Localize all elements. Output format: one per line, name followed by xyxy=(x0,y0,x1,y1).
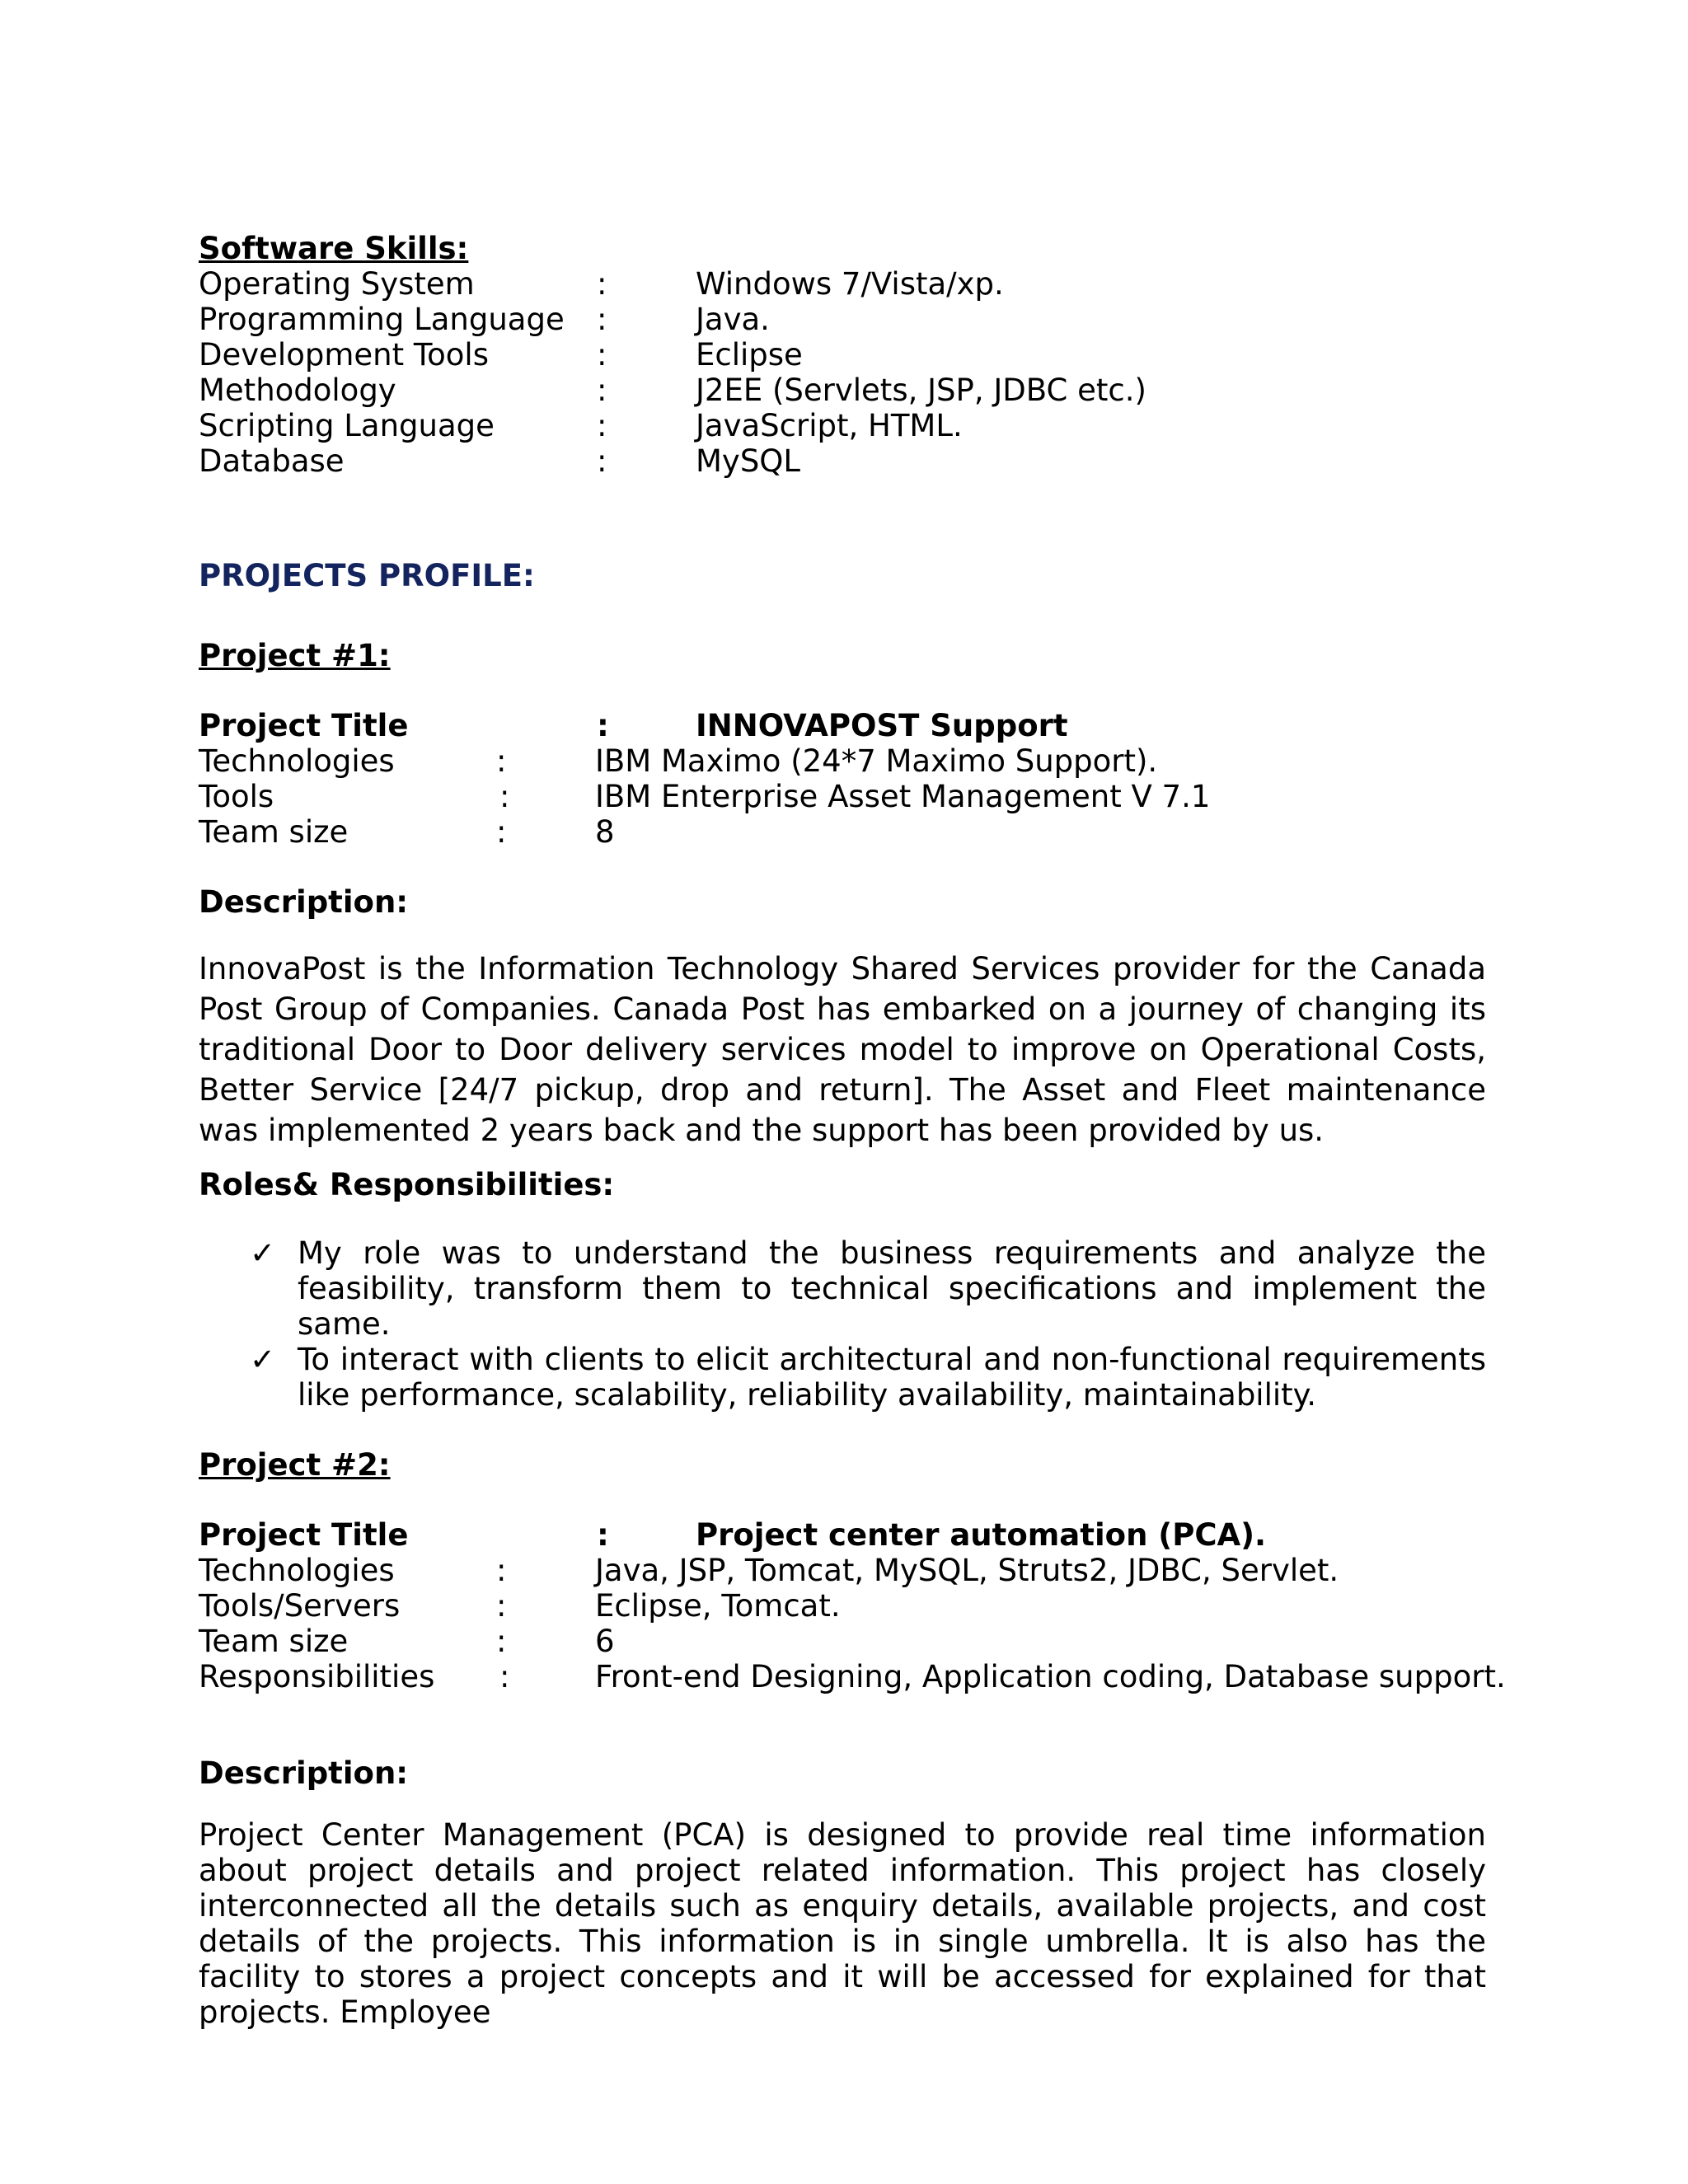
software-skills-table xyxy=(199,266,1486,479)
detail-value: IBM Enterprise Asset Management V 7.1 xyxy=(595,779,1211,814)
detail-value: Java, JSP, Tomcat, MySQL, Struts2, JDBC, Servlet. xyxy=(595,1553,1339,1588)
project-title-colon: : xyxy=(597,1517,609,1553)
project-1-details xyxy=(199,708,1486,850)
detail-value: Front-end Designing, Application coding, Database support. xyxy=(595,1659,1506,1694)
skill-label: Database xyxy=(199,443,345,479)
skill-label: Methodology xyxy=(199,373,396,408)
skill-row xyxy=(199,373,1486,408)
detail-label: Team size xyxy=(199,1624,349,1659)
project-2-description-heading: Description: xyxy=(199,1755,409,1791)
project-detail-row xyxy=(199,779,1486,814)
project-title-colon: : xyxy=(597,708,609,743)
project-title-label: Project Title xyxy=(199,1517,409,1553)
project-2-description: Project Center Management (PCA) is designed to provide real time information about project details and project related information. This project has closely interconnected all the details such as enquiry details, available projects, and cost details of the projects. This information is in single umbrella. It is also has the facility to stores a project concepts and it will be accessed for explained for that projects. Employee xyxy=(199,1817,1486,2030)
detail-label: Responsibilities xyxy=(199,1659,435,1694)
project-title-value: INNOVAPOST Support xyxy=(696,708,1068,743)
project-detail-row xyxy=(199,1553,1486,1588)
detail-colon: : xyxy=(499,779,510,814)
list-item xyxy=(199,1342,1486,1413)
project-title-row xyxy=(199,1517,1486,1553)
project-detail-row xyxy=(199,743,1486,779)
role-text: To interact with clients to elicit architectural and non-functional requirements like performance, scalability, reliability availability, maintainability. xyxy=(298,1342,1486,1413)
detail-label: Technologies xyxy=(199,743,395,779)
skill-colon: : xyxy=(597,373,607,408)
project-detail-row xyxy=(199,814,1486,850)
skill-colon: : xyxy=(597,302,607,337)
checkmark-icon: ✓ xyxy=(250,1235,276,1271)
skill-row xyxy=(199,302,1486,337)
skill-label: Operating System xyxy=(199,266,475,302)
detail-colon: : xyxy=(496,814,507,850)
detail-label: Technologies xyxy=(199,1553,395,1588)
detail-label: Team size xyxy=(199,814,349,850)
detail-label: Tools xyxy=(199,779,274,814)
project-detail-row xyxy=(199,1659,1506,1694)
project-title-label: Project Title xyxy=(199,708,409,743)
skill-label: Scripting Language xyxy=(199,408,495,443)
skill-value: Eclipse xyxy=(696,337,803,373)
detail-colon: : xyxy=(496,1588,507,1624)
roles-list xyxy=(199,1235,1486,1413)
skill-row xyxy=(199,408,1486,443)
skill-colon: : xyxy=(597,443,607,479)
project-2-heading: Project #2: xyxy=(199,1447,391,1483)
skill-value: Java. xyxy=(696,302,770,337)
detail-value: Eclipse, Tomcat. xyxy=(595,1588,841,1624)
projects-profile-heading: PROJECTS PROFILE: xyxy=(199,558,535,593)
detail-colon: : xyxy=(496,1553,507,1588)
skill-row xyxy=(199,266,1486,302)
project-detail-row xyxy=(199,1624,1486,1659)
checkmark-icon: ✓ xyxy=(250,1342,276,1377)
resume-page xyxy=(199,231,1506,2030)
skill-row xyxy=(199,337,1486,373)
project-title-value: Project center automation (PCA). xyxy=(696,1517,1267,1553)
project-1-description-heading: Description: xyxy=(199,884,409,920)
detail-colon: : xyxy=(499,1659,510,1694)
project-1-heading: Project #1: xyxy=(199,638,391,673)
list-item xyxy=(199,1235,1486,1342)
skill-colon: : xyxy=(597,266,607,302)
project-detail-row xyxy=(199,1588,1486,1624)
skill-colon: : xyxy=(597,408,607,443)
skill-value: J2EE (Servlets, JSP, JDBC etc.) xyxy=(696,373,1146,408)
detail-value: 6 xyxy=(595,1624,615,1659)
skill-colon: : xyxy=(597,337,607,373)
detail-colon: : xyxy=(496,743,507,779)
project-1-description: InnovaPost is the Information Technology Shared Services provider for the Canada Post Group of Companies. Canada Post has embarked on a journey of changing its traditional Door to Door delivery services model to improve on Operational Costs, Better Service [24/7 pickup, drop and return]. The Asset and Fleet maintenance was implemented 2 years back and the support has been provided by us. xyxy=(199,951,1486,1148)
skill-value: Windows 7/Vista/xp. xyxy=(696,266,1004,302)
skill-label: Development Tools xyxy=(199,337,489,373)
skill-value: JavaScript, HTML. xyxy=(696,408,963,443)
detail-value: 8 xyxy=(595,814,615,850)
role-text: My role was to understand the business requirements and analyze the feasibility, transform them to technical specifications and implement the same. xyxy=(298,1235,1486,1342)
project-title-row xyxy=(199,708,1486,743)
detail-value: IBM Maximo (24*7 Maximo Support). xyxy=(595,743,1158,779)
project-2-details xyxy=(199,1517,1506,1694)
detail-label: Tools/Servers xyxy=(199,1588,401,1624)
skill-label: Programming Language xyxy=(199,302,565,337)
skill-row xyxy=(199,443,1486,479)
skill-value: MySQL xyxy=(696,443,801,479)
roles-heading: Roles& Responsibilities: xyxy=(199,1167,615,1202)
software-skills-heading: Software Skills: xyxy=(199,231,469,266)
detail-colon: : xyxy=(496,1624,507,1659)
